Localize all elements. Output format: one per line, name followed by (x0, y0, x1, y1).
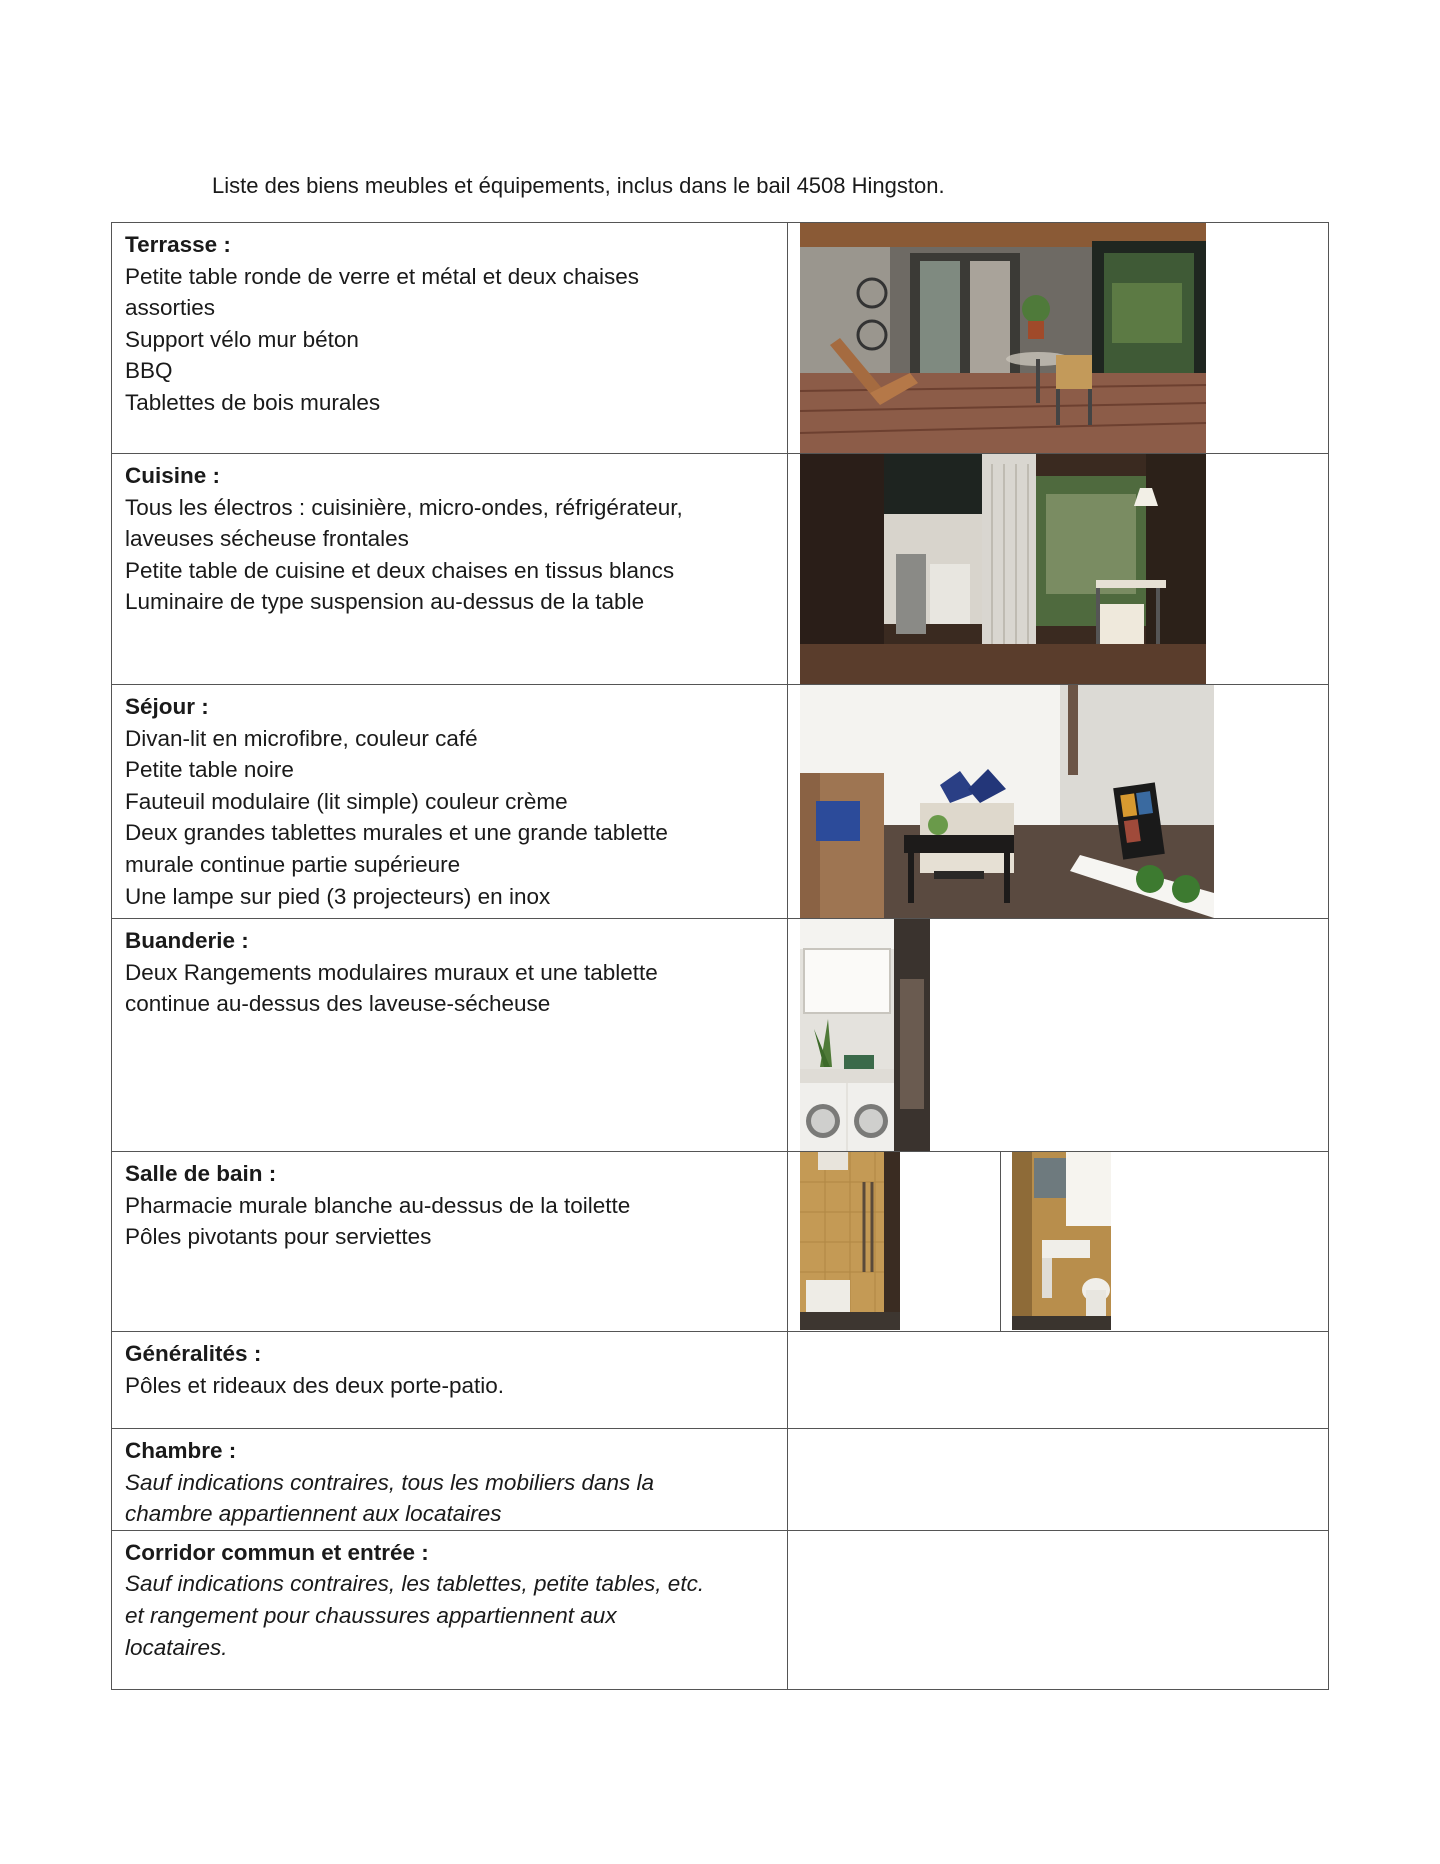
list-item: Divan-lit en microfibre, couleur café (125, 725, 478, 751)
list-item: Luminaire de type suspension au-dessus de la table (125, 589, 645, 615)
list-item: assorties (125, 295, 216, 321)
sejour-photo (800, 685, 1214, 918)
list-item: Pôles pivotants pour serviettes (125, 1224, 432, 1250)
generalites-photo-cell (788, 1332, 1329, 1429)
chambre-photo-cell (788, 1429, 1329, 1531)
section-heading-buanderie: Buanderie : (125, 928, 249, 953)
cuisine-photo-cell (788, 454, 1329, 685)
section-heading-corridor: Corridor commun et entrée : (125, 1539, 429, 1565)
list-item: Pharmacie murale blanche au-dessus de la toilette (125, 1192, 631, 1218)
list-item: Fauteuil modulaire (lit simple) couleur crème (125, 788, 568, 814)
terrasse-photo-cell (788, 223, 1329, 454)
section-heading-chambre: Chambre : (125, 1438, 237, 1463)
chambre-text-cell (112, 1429, 788, 1531)
photo-cell-divider (1000, 1152, 1001, 1331)
table-row-salle-de-bain (112, 1152, 1329, 1332)
list-item: Pôles et rideaux des deux porte-patio. (125, 1372, 504, 1398)
generalites-text-cell (112, 1332, 788, 1429)
section-heading-generalites: Généralités : (125, 1341, 262, 1366)
note-line: Sauf indications contraires, tous les mobiliers dans la (125, 1469, 655, 1495)
list-item: Petite table noire (125, 757, 294, 783)
list-item: Petite table de cuisine et deux chaises en tissus blancs (125, 557, 675, 583)
list-item: Support vélo mur béton (125, 326, 359, 352)
list-item: Tablettes de bois murales (125, 389, 381, 415)
salle-de-bain-text-cell (112, 1152, 788, 1332)
inventory-table (111, 222, 1329, 1690)
table-row-sejour (112, 685, 1329, 919)
cuisine-text-cell (112, 454, 788, 685)
sejour-photo-cell (788, 685, 1329, 919)
table-row-buanderie (112, 919, 1329, 1152)
document-title: Liste des biens meubles et équipements, inclus dans le bail 4508 Hingston. (212, 173, 945, 198)
salle-de-bain-photo-cell (788, 1152, 1329, 1332)
list-item: Deux grandes tablettes murales et une grande tablette (125, 820, 668, 846)
corridor-text-cell (112, 1530, 788, 1689)
buanderie-text-cell (112, 919, 788, 1152)
table-row-generalites (112, 1332, 1329, 1429)
note-line: locataires. (125, 1634, 228, 1660)
section-heading-terrasse: Terrasse : (125, 232, 231, 257)
list-item: murale continue partie supérieure (125, 851, 461, 877)
table-row-terrasse (112, 223, 1329, 454)
salle-de-bain-pharmacy-photo (1012, 1152, 1111, 1330)
salle-de-bain-towel-photo (800, 1152, 900, 1330)
table-row-corridor (112, 1530, 1329, 1689)
list-item: laveuses sécheuse frontales (125, 526, 409, 552)
section-heading-sejour: Séjour : (125, 694, 209, 719)
corridor-photo-cell (788, 1530, 1329, 1689)
cuisine-photo (800, 454, 1206, 684)
sejour-text-cell (112, 685, 788, 919)
table-row-cuisine (112, 454, 1329, 685)
section-heading-salle-de-bain: Salle de bain : (125, 1161, 277, 1186)
terrasse-photo (800, 223, 1206, 453)
table-row-chambre (112, 1429, 1329, 1531)
list-item: continue au-dessus des laveuse-sécheuse (125, 991, 551, 1017)
list-item: BBQ (125, 358, 173, 384)
note-line: et rangement pour chaussures appartiennent aux (125, 1602, 617, 1628)
buanderie-photo (800, 919, 930, 1151)
list-item: Deux Rangements modulaires muraux et une tablette (125, 959, 658, 985)
buanderie-photo-cell (788, 919, 1329, 1152)
list-item: Tous les électros : cuisinière, micro-ondes, réfrigérateur, (125, 494, 683, 520)
note-line: Sauf indications contraires, les tablettes, petite tables, etc. (125, 1571, 705, 1597)
note-line: chambre appartiennent aux locataires (125, 1501, 502, 1527)
terrasse-text-cell (112, 223, 788, 454)
list-item: Petite table ronde de verre et métal et deux chaises (125, 263, 640, 289)
list-item: Une lampe sur pied (3 projecteurs) en inox (125, 883, 551, 909)
section-heading-cuisine: Cuisine : (125, 463, 221, 488)
